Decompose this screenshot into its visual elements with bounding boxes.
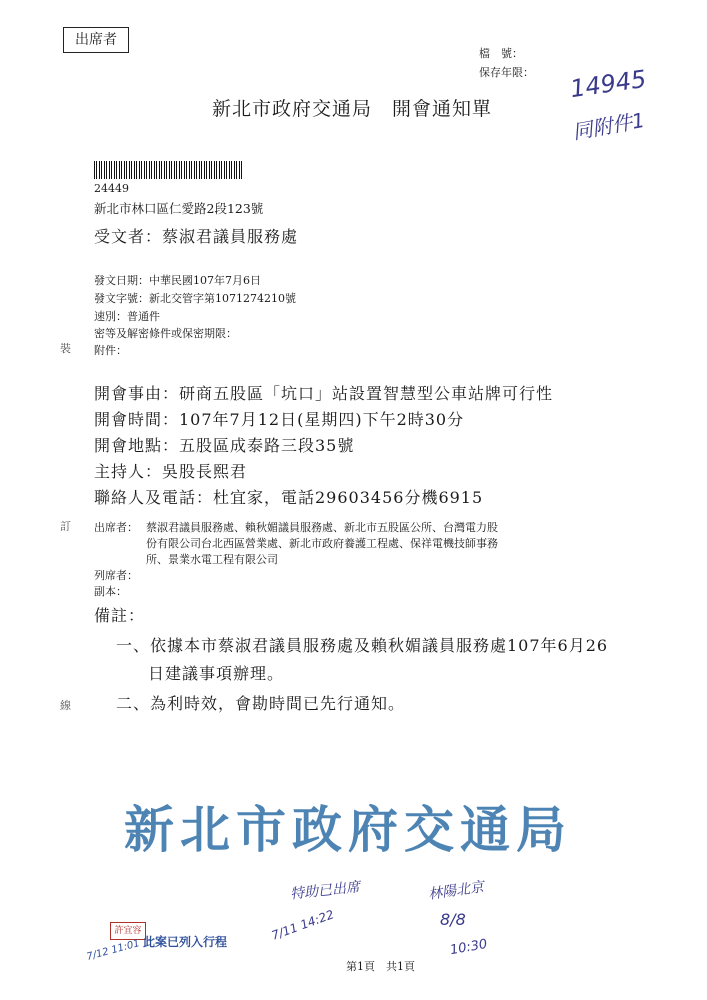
doc-number: 發文字號：新北交管字第1071274210號 (94, 292, 296, 305)
contact-person: 聯絡人及電話：杜宜家，電話29603456分機6915 (94, 488, 484, 507)
delivery-speed: 速別：普通件 (94, 310, 160, 323)
handwritten-number: 14945 (568, 64, 648, 104)
observers-label: 列席者： (94, 569, 138, 582)
handwritten-time: 10:30 (448, 936, 489, 959)
meeting-chair: 主持人：吳股長熙君 (94, 462, 248, 481)
agency-seal: 新北市政府交通局 (124, 801, 572, 859)
attendee-box: 出席者 (63, 27, 129, 53)
handwritten-date: 8/8 (440, 910, 466, 929)
doc-date: 發文日期：中華民國107年7月6日 (94, 274, 261, 287)
attendees-line: 所、景業水電工程有限公司 (146, 553, 278, 566)
handwritten-date: 7/12 11:01 (85, 938, 141, 963)
approval-stamp: 許宜容 (110, 922, 146, 940)
handwritten-note: 同附件1 (570, 107, 647, 145)
meeting-reason: 開會事由：研商五股區「坑口」站設置智慧型公車站牌可行性 (94, 384, 554, 403)
note-2: 二、為利時效，會勘時間已先行通知。 (116, 694, 406, 713)
attendees-label: 出席者： (94, 521, 138, 534)
attendees-line: 份有限公司台北西區營業處、新北市政府養護工程處、保祥電機技師事務 (146, 537, 498, 550)
note-1-continued: 日建議事項辦理。 (148, 664, 285, 683)
schedule-stamp: 此案已列入行程 (143, 935, 228, 949)
page-title: 新北市政府交通局 開會通知單 (212, 98, 493, 120)
note-1: 一、依據本市蔡淑君議員服務處及賴秋媚議員服務處107年6月26 (116, 636, 609, 655)
page-info: 第1頁 共1頁 (346, 960, 415, 973)
margin-mark-bind: 裝 (60, 342, 71, 355)
file-number-label: 檔 號： (479, 47, 523, 60)
handwritten-date: 7/11 14:22 (269, 907, 336, 943)
margin-mark-line: 線 (60, 699, 71, 712)
meeting-place: 開會地點：五股區成泰路三段35號 (94, 436, 355, 455)
handwritten-remark: 特助已出席 (289, 879, 361, 903)
recipient: 受文者：蔡淑君議員服務處 (94, 227, 299, 246)
attachment: 附件： (94, 344, 127, 357)
retention-label: 保存年限： (479, 66, 534, 79)
secrecy-level: 密等及解密條件或保密期限： (94, 327, 237, 340)
barcode (94, 161, 244, 179)
attendees-line: 蔡淑君議員服務處、賴秋媚議員服務處、新北市五股區公所、台灣電力股 (146, 521, 498, 534)
notes-label: 備註： (94, 606, 146, 625)
meeting-time: 開會時間：107年7月12日(星期四)下午2時30分 (94, 410, 465, 429)
handwritten-signature: 林陽北京 (427, 879, 485, 903)
postal-code: 24449 (94, 182, 129, 195)
margin-mark-staple: 訂 (60, 520, 71, 533)
copy-label: 副本： (94, 585, 127, 598)
address: 新北市林口區仁愛路2段123號 (94, 201, 264, 216)
